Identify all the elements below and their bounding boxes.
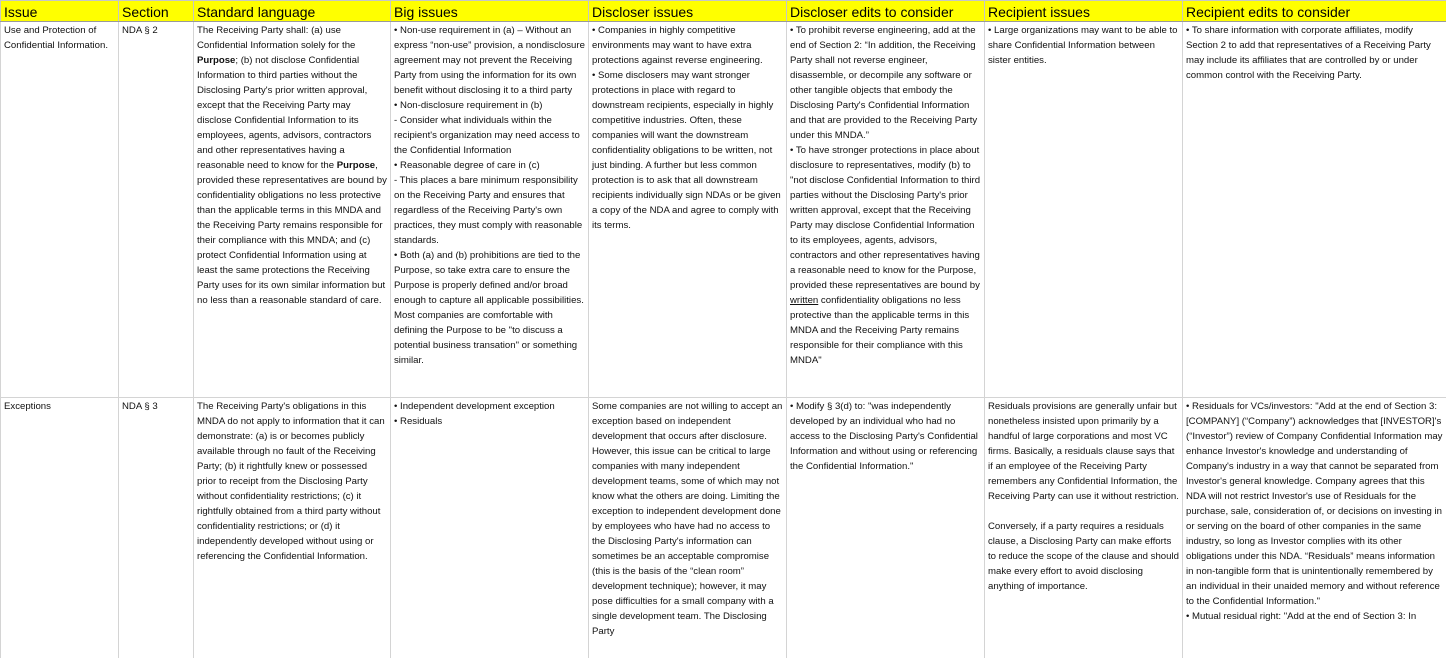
text-run: • To have stronger protections in place about disclosure to representatives, modify (b) to "not disclose Confidential Information to third parties without the Disclosing Party's prior written approval, except that the Receiving Party may disclose Confidential Information to its employees, agents, advisors, contractors and other representatives having a reasonable need to know for the Purpose, provided these representatives are bound by: [790, 145, 981, 291]
header-row: [1, 1, 1446, 22]
cell-recipient-edits[interactable]: • To share information with corporate affiliates, modify Section 2 to add that representatives of a Receiving Party may include its affiliates that are controlled by or under common control with the Receiving Party.: [1183, 22, 1446, 398]
bullet-item: • Some disclosers may want stronger protections in place with regard to downstream recipients, especially in highly competitive industries. Often, these companies will want the downstream confidentiality obligations to be written, not just binding. A further but less common protection is to ask that all downstream recipients individually sign NDAs or be given a copy of the NDA and agree to comply with its terms.: [592, 70, 781, 231]
underlined-term: written: [790, 295, 819, 306]
bullet-item: • Independent development exception: [394, 401, 555, 412]
bullet-item: [790, 143, 981, 368]
bullet-item: • Residuals: [394, 416, 443, 427]
paragraph-gap: [988, 504, 1179, 519]
cell-discloser-edits[interactable]: • Modify § 3(d) to: "was independently developed by an individual who had no access to the Disclosing Party's Confidential Information and without using or referencing the Confidential Information.": [787, 398, 985, 658]
bold-term: Purpose: [197, 55, 236, 66]
text-run: , provided these representatives are bound by confidentiality obligations no less protective than the applicable terms in this MNDA and the Receiving Party remains responsible for their compliance with this MNDA; and (c) protect Confidential Information using at least the same protections the Receiving Party uses for its own similar information but no less than a reasonable standard of care.: [197, 160, 387, 306]
text-run: confidentiality obligations no less protective than the applicable terms in this MNDA and the Receiving Party remains responsible for their compliance with this MNDA": [790, 295, 970, 366]
cell-discloser-issues[interactable]: Some companies are not willing to accept an exception based on independent development that occurs after disclosure. However, this issue can be critical to large companies with many independent development teams, some of which may not know what the others are doing. Limiting the exception to independent development done by employees who have had no access to the Disclosing Party's information can sometimes be an acceptable compromise (this is the basis of the “clean room” development technique); however, it may pose difficulties for a small company with a single development team. The Disclosing Party: [589, 398, 787, 658]
text-run: ; (b) not disclose Confidential Information to third parties without the Disclosing Party's prior written approval, except that the Receiving Party may disclose Confidential Information to its employees, agents, advisors, contractors and other representatives having a reasonable need to know for the: [197, 55, 372, 171]
table-row: [1, 22, 1446, 398]
sub-item: - This places a bare minimum responsibility on the Receiving Party and ensures that regardless of the Receiving Party's own practices, they must comply with reasonable standards.: [394, 175, 583, 246]
bullet-item: • Companies in highly competitive environments may want to have extra protections against reverse engineering.: [592, 25, 763, 66]
bullet-item: • Non-use requirement in (a) – Without an express “non-use” provision, a nondisclosure agreement may not prevent the Receiving Party from using the information for its own benefit without disclosing it to a third party: [394, 25, 585, 96]
bold-term: Purpose: [336, 160, 376, 171]
cell-recipient-issues[interactable]: [985, 398, 1183, 658]
table-row: [1, 398, 1446, 658]
bullet-item: • To prohibit reverse engineering, add at the end of Section 2: “In addition, the Receiving Party shall not reverse engineer, disassemble, or decompile any software or other tangible objects that embody the Disclosing Party's Confidential Information and that are provided to the Receiving Party under this MNDA.”: [790, 25, 978, 141]
text-run: The Receiving Party shall: (a) use Confidential Information solely for the: [197, 25, 356, 51]
cell-big-issues[interactable]: [391, 398, 589, 658]
cell-standard-language[interactable]: The Receiving Party's obligations in this MNDA do not apply to information that it can demonstrate: (a) is or becomes publicly available through no fault of the Receiving Party; (b) it rightfully knew or possessed prior to receipt from the Disclosing Party without confidentiality restrictions; (c) it rightfully obtained from a third party without confidentiality restrictions; or (d) it independently developed without using or referencing the Confidential Information.: [194, 398, 391, 658]
cell-recipient-issues[interactable]: • Large organizations may want to be able to share Confidential Information between sister entities.: [985, 22, 1183, 398]
column-header-discloser-issues[interactable]: Discloser issues: [589, 1, 787, 22]
column-header-issue[interactable]: Issue: [1, 1, 119, 22]
cell-issue[interactable]: Use and Protection of Confidential Information.: [1, 22, 119, 398]
bullet-item: • Reasonable degree of care in (c): [394, 160, 540, 171]
column-header-section[interactable]: Section: [119, 1, 194, 22]
bullet-item: • Residuals for VCs/investors: "Add at the end of Section 3: [COMPANY] (“Company”) acknowledges that [INVESTOR]'s (“Investor”) review of Company Confidential Information may enhance Investor's knowledge and understanding of Company's industry in a way that cannot be separated from Investor's general knowledge. Company agrees that this NDA will not restrict Investor's use of Residuals for the purchase, sale, consideration of, or decisions on investing in or serving on the board of other companies in the same industry, so long as Investor complies with its other obligations under this NDA. “Residuals” means information in non-tangible form that is unintentionally remembered by an individual in their unaided memory and without reference to the Confidential Information.": [1186, 401, 1443, 607]
paragraph: Residuals provisions are generally unfair but nonetheless insisted upon primarily by a handful of large corporations and most VC firms. Basically, a residuals clause says that if an employee of the Receiving Party remembers any Confidential Information, the Receiving Party can use it without restriction.: [988, 401, 1179, 502]
column-header-discloser-edits[interactable]: Discloser edits to consider: [787, 1, 985, 22]
column-header-standard-language[interactable]: Standard language: [194, 1, 391, 22]
bullet-item: • Non-disclosure requirement in (b): [394, 100, 543, 111]
cell-section[interactable]: NDA § 3: [119, 398, 194, 658]
sub-item: - Consider what individuals within the recipient's organization may need access to the Confidential Information: [394, 115, 580, 156]
bullet-item: • Mutual residual right: "Add at the end of Section 3: In: [1186, 611, 1417, 622]
cell-section[interactable]: NDA § 2: [119, 22, 194, 398]
cell-big-issues[interactable]: [391, 22, 589, 398]
cell-recipient-edits[interactable]: [1183, 398, 1446, 658]
cell-standard-language[interactable]: [194, 22, 391, 398]
column-header-recipient-edits[interactable]: Recipient edits to consider: [1183, 1, 1446, 22]
bullet-item: • Both (a) and (b) prohibitions are tied to the Purpose, so take extra care to ensure the Purpose is properly defined and/or broad enough to capture all applicable possibilities. Most companies are comfortable with defining the Purpose to be "to discuss a potential business transation" or something similar.: [394, 250, 584, 366]
cell-discloser-edits[interactable]: [787, 22, 985, 398]
column-header-recipient-issues[interactable]: Recipient issues: [985, 1, 1183, 22]
paragraph: Conversely, if a party requires a residuals clause, a Disclosing Party can make efforts to reduce the scope of the clause and should make every effort to avoid disclosing anything of importance.: [988, 521, 1179, 592]
column-header-big-issues[interactable]: Big issues: [391, 1, 589, 22]
cell-discloser-issues[interactable]: [589, 22, 787, 398]
cell-issue[interactable]: Exceptions: [1, 398, 119, 658]
